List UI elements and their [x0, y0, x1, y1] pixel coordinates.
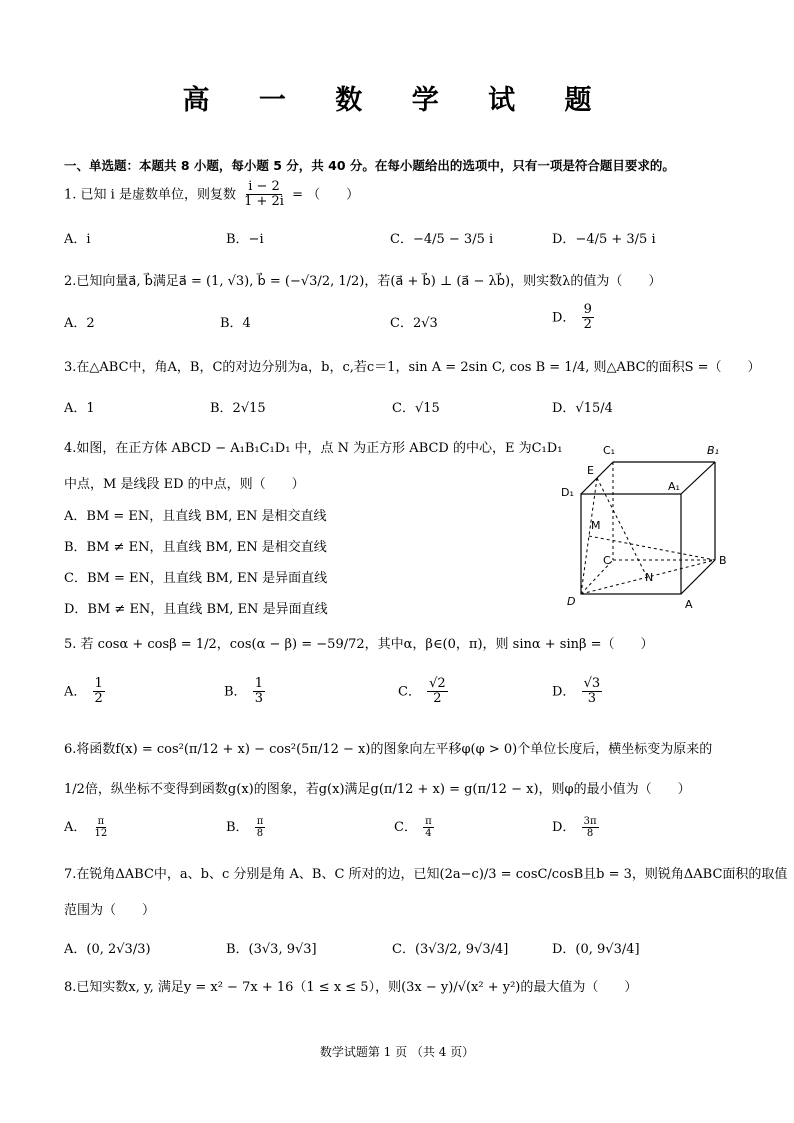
- q5-d-num: √3: [583, 676, 601, 691]
- q5-d-fraction: [582, 677, 603, 707]
- question-1-stem: [64, 180, 359, 210]
- q5-d-label: D．: [552, 684, 576, 700]
- label-a: A: [685, 598, 693, 611]
- q6-b-label: B．: [226, 820, 249, 835]
- q5-b-label: B．: [224, 684, 247, 700]
- q5-option-b: [224, 677, 267, 707]
- q5-a-den: 2: [94, 691, 103, 707]
- label-a1: A₁: [668, 480, 680, 493]
- q4-option-d: D．BM ≠ EN，且直线 BM, EN 是异面直线: [64, 602, 328, 617]
- q2-option-c: C．2√3: [390, 316, 438, 331]
- q6-a-fraction: [93, 816, 110, 839]
- q6-option-c: [394, 816, 436, 839]
- q1-frac-den: 1 + 2i: [244, 194, 284, 210]
- q5-c-fraction: [427, 677, 448, 707]
- q6-c-label: C．: [394, 820, 417, 835]
- cube-edge-ab: [681, 560, 715, 594]
- question-6-stem-line1: 6.将函数f(x) = cos²(π/12 + x) − cos²(5π/12 − x)的图象向左平移φ(φ > 0)个单位长度后，横坐标变为原来的: [64, 742, 713, 757]
- q6-b-num: π: [256, 816, 264, 827]
- q1-tail: = （ ）: [292, 187, 360, 203]
- q2-d-label: D．: [552, 310, 576, 326]
- question-5-stem: 5. 若 cosα + cosβ = 1/2，cos(α − β) = −59/72，其中α，β∈(0，π)，则 sinα + sinβ =（ ）: [64, 637, 654, 652]
- q6-option-a: [64, 816, 111, 839]
- q6-d-num: 3π: [583, 816, 597, 827]
- q5-c-num: √2: [429, 676, 446, 691]
- cube-figure: [555, 440, 745, 615]
- q3-option-d: D．√15/4: [552, 401, 613, 416]
- q3-option-a: A．1: [64, 401, 95, 416]
- q7-option-b: B．(3√3, 9√3]: [226, 942, 317, 957]
- q6-c-num: π: [425, 816, 432, 827]
- q6-b-fraction: [255, 816, 266, 839]
- q5-c-den: 2: [433, 691, 442, 707]
- q1-option-d: [552, 228, 656, 247]
- q2-option-b: B．4: [220, 316, 251, 331]
- question-3-stem: 3.在△ABC中，角A，B，C的对边分别为a，b，c,若c＝1，sin A = 2sin C, cos B = 1/4, 则△ABC的面积S =（ ）: [64, 360, 761, 375]
- question-6-stem-line2: 1/2倍，纵坐标不变得到函数g(x)的图象，若g(x)满足g(π/12 + x) = g(π/12 − x)，则φ的最小值为（ ）: [64, 782, 691, 797]
- q5-b-fraction: [253, 677, 265, 707]
- q2-d-den: 2: [583, 317, 592, 333]
- q5-b-den: 3: [254, 691, 263, 707]
- q6-d-label: D．: [552, 820, 576, 835]
- page-title: 高 一 数 学 试 题: [182, 85, 612, 116]
- q2-d-num: 9: [583, 302, 592, 317]
- question-4-stem-line1: 4.如图，在正方体 ABCD − A₁B₁C₁D₁ 中，点 N 为正方形 ABCD 的中心，E 为C₁D₁: [64, 441, 563, 456]
- q1-d-value: −4/5 + 3/5 i: [575, 232, 656, 247]
- q6-d-fraction: [582, 816, 599, 839]
- q6-b-den: 8: [256, 828, 264, 839]
- section-heading: 一、单选题：本题共 8 小题，每小题 5 分，共 40 分。在每小题给出的选项中，只有一项是符合题目要求的。: [64, 158, 675, 173]
- q2-d-fraction: [582, 303, 594, 333]
- q6-option-b: [226, 816, 267, 839]
- q5-option-a: [64, 677, 107, 707]
- q1-d-label: D．: [552, 232, 576, 247]
- question-2-stem: 2.已知向量a⃗, b⃗满足a⃗ = (1, √3), b⃗ = (−√3/2, 1/2)，若(a⃗ + b⃗) ⊥ (a⃗ − λb⃗)，则实数λ的值为（ ）: [64, 274, 662, 289]
- q6-d-den: 8: [586, 828, 594, 839]
- q1-option-c: [390, 228, 493, 247]
- q1-fraction: [242, 180, 286, 210]
- q5-a-label: A．: [64, 684, 87, 700]
- label-m: M: [591, 519, 601, 532]
- label-d1: D₁: [561, 486, 574, 499]
- label-b1: B₁: [707, 444, 719, 457]
- q7-option-d: D．(0, 9√3/4]: [552, 942, 640, 957]
- q5-option-c: [398, 677, 450, 707]
- q6-a-den: 12: [94, 828, 108, 839]
- q6-c-fraction: [423, 816, 434, 839]
- q1-option-b: B．−i: [226, 232, 264, 247]
- q1-c-value: −4/5 − 3/5 i: [412, 232, 494, 247]
- q5-option-d: [552, 677, 604, 707]
- q5-a-fraction: [93, 677, 105, 707]
- q3-option-b: B．2√15: [210, 401, 266, 416]
- q4-option-c: C．BM = EN，且直线 BM, EN 是异面直线: [64, 571, 328, 586]
- q6-a-label: A．: [64, 820, 87, 835]
- q7-option-a: A．(0, 2√3/3): [64, 942, 151, 957]
- q5-b-num: 1: [254, 676, 263, 691]
- q5-a-num: 1: [94, 676, 103, 691]
- label-c: C: [603, 554, 611, 567]
- q6-option-d: [552, 816, 601, 839]
- q2-option-a: A．2: [64, 316, 95, 331]
- q5-c-label: C．: [398, 684, 421, 700]
- q1-c-label: C．: [390, 232, 413, 247]
- label-c1: C₁: [603, 444, 616, 457]
- q5-d-den: 3: [587, 691, 596, 707]
- q6-a-num: π: [97, 816, 105, 827]
- question-7-stem-line1: 7.在锐角ΔABC中，a、b、c 分别是角 A、B、C 所对的边，已知(2a−c)/3 = cosC/cosB且b = 3，则锐角ΔABC面积的取值: [64, 867, 788, 882]
- q1-stem-text: 1. 已知 i 是虚数单位，则复数: [64, 187, 236, 203]
- q4-option-b: B．BM ≠ EN，且直线 BM, EN 是相交直线: [64, 540, 327, 555]
- label-n: N: [645, 571, 654, 584]
- question-7-stem-line2: 范围为（ ）: [64, 903, 156, 918]
- q1-option-a: A．i: [64, 232, 91, 247]
- q1-frac-num: i − 2: [248, 179, 280, 194]
- q6-c-den: 4: [425, 828, 432, 839]
- label-e: E: [587, 464, 594, 477]
- question-4-stem-line2: 中点，M 是线段 ED 的中点，则（ ）: [64, 477, 305, 492]
- q4-option-a: A．BM = EN，且直线 BM, EN 是相交直线: [64, 509, 327, 524]
- label-d: D: [567, 595, 576, 608]
- q3-option-c: C．√15: [392, 401, 440, 416]
- cube-edge-a1b1: [681, 462, 715, 494]
- q2-option-d: [552, 303, 596, 333]
- q7-option-c: C．(3√3/2, 9√3/4]: [392, 942, 509, 957]
- page-footer: 数学试题第 1 页 （共 4 页）: [319, 1045, 475, 1059]
- label-b: B: [719, 554, 727, 567]
- question-8-stem: 8.已知实数x, y, 满足y = x² − 7x + 16（1 ≤ x ≤ 5），则(3x − y)/√(x² + y²)的最大值为（ ）: [64, 980, 638, 995]
